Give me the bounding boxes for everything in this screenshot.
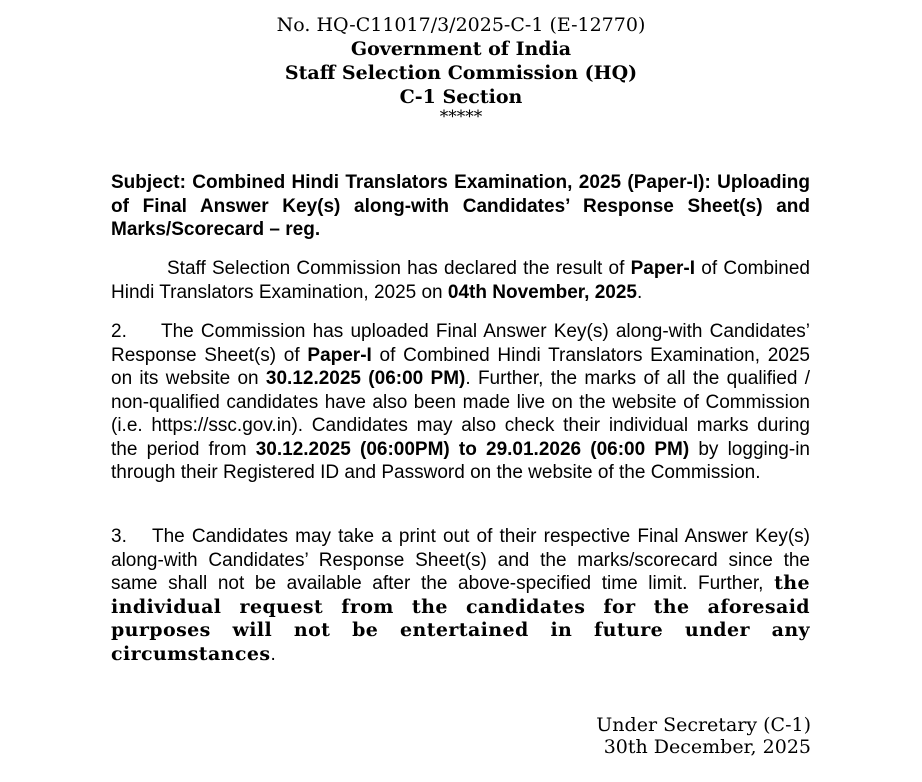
subject-line: Subject: Combined Hindi Translators Examination, 2025 (Paper-I): Uploading of Final Answer Key(s) along-with Candidates’ Response Sheet(s) and Marks/Scorecard – reg. [111, 172, 810, 240]
para1-bold-1: Paper-I [630, 258, 696, 279]
para1-text-1: Staff Selection Commission has declared the result of [167, 258, 631, 279]
para2-text-2: of Combined Hindi Translators Examination, 2025 on its website on [111, 344, 810, 389]
para3-text-1: The Candidates may take a print out of their respective Final Answer Key(s) along-with Candidates’ Response Sheet(s) and the marks/scorecard since the same shall not be available after the above-specified time limit. Further, [111, 526, 810, 594]
para2-bold-2: 30.12.2025 (06:00 PM) [265, 368, 466, 389]
para3-text-2: . [270, 643, 276, 665]
para1-bold-2: 04th November, 2025 [447, 281, 637, 303]
para2-number: 2. [111, 321, 127, 342]
notice-date: 30th December, 2025 [603, 736, 811, 758]
commission-name: Staff Selection Commission (HQ) [284, 62, 638, 84]
para2-bold-1: Paper-I [307, 344, 372, 366]
signatory-designation: Under Secretary (C-1) [596, 714, 811, 736]
signature-block [596, 714, 811, 758]
para2-text-3: . Further, the marks of all the qualified / non-qualified candidates have also been made live on the website of Commission (i.e. https://ssc.gov.in). Candidates may also check their individual marks during the period from [111, 368, 810, 460]
file-number: No. HQ-C11017/3/2025-C-1 (E-12770) [276, 14, 646, 36]
para3-bold-1: the individual request from the candidates for the aforesaid purposes will not be entertained in future under any circumstances [111, 572, 810, 665]
paragraph-3 [111, 525, 810, 666]
government-name: Government of India [350, 38, 572, 60]
para2-text-4: by logging-in through their Registered ID and Password on the website of the Commission. [111, 438, 810, 483]
separator: ***** [439, 107, 483, 127]
para2-text-1: The Commission has uploaded Final Answer Key(s) along-with Candidates’ Response Sheet(s) of [111, 321, 810, 366]
para1-text-3: . [636, 281, 643, 303]
section-name: C-1 Section [399, 86, 523, 108]
paragraph-2 [111, 320, 810, 485]
para2-bold-3: 30.12.2025 (06:00PM) to 29.01.2026 (06:00 PM) [255, 438, 690, 460]
para3-number: 3. [111, 526, 127, 547]
notice-header [0, 13, 922, 125]
para1-text-2: of Combined Hindi Translators Examination, 2025 on [111, 258, 810, 303]
paragraph-1 [111, 257, 810, 304]
